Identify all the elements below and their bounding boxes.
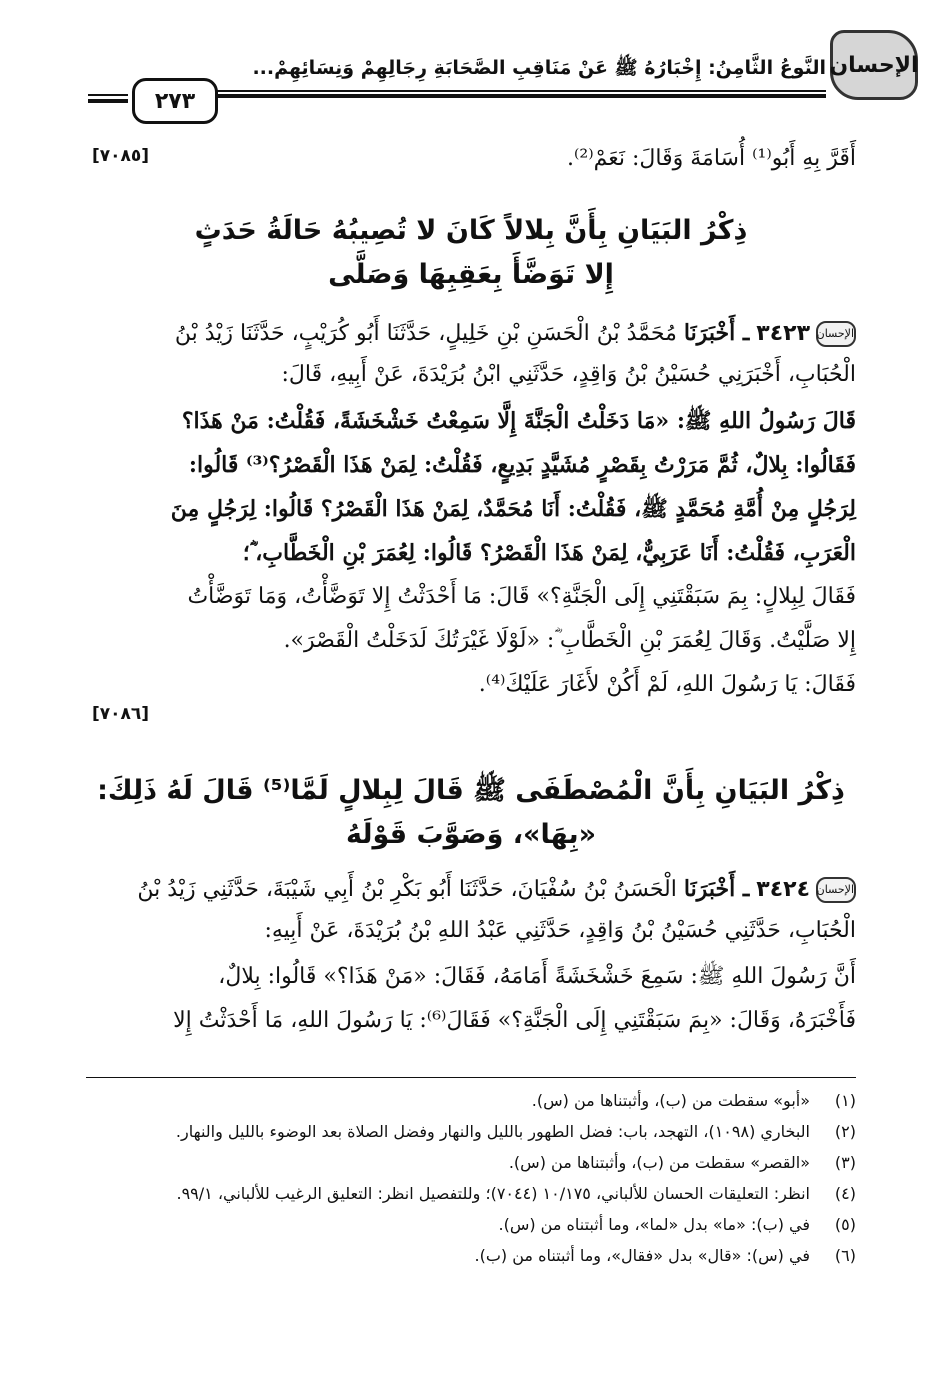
footnote-2: (٢) البخاري (١٠٩٨)، التهجد، باب: فضل الطهور بالليل والنهار وفضل الصلاة بعد الوضوء بالليل والنهار. xyxy=(175,1122,856,1141)
page-number: ٢٧٣ xyxy=(132,78,218,124)
hadith-3423-matn-line4: الْعَرَبِ، فَقُلْتُ: أَنَا عَرَبِيٌّ، لِمَنْ هَذَا الْقَصْرُ؟ قَالُوا: لِعُمَرَ بْنِ الْخَطَّابِ، ؓ؛ xyxy=(242,540,856,566)
hadith-3424-matn-line2: فَأَخْبَرَهُ، وَقَالَ: «بِمَ سَبَقْتَنِي إِلَى الْجَنَّةِ؟» فَقَالَ⁽⁶⁾: يَا رَسُولَ اللهِ، مَا أَحْدَثْتُ إِلا xyxy=(173,1008,856,1033)
header-rule-left xyxy=(88,94,128,96)
footnote-6: (٦) في (س): «قال» بدل «فقال»، وما أثبتناه من (ب). xyxy=(474,1246,856,1265)
header-rule-left-thick xyxy=(88,99,128,103)
hadith-3423-matn-line3: لِرَجُلٍ مِنْ أُمَّةِ مُحَمَّدٍ ﷺ، فَقُلْتُ: أَنَا مُحَمَّدٌ، لِمَنْ هَذَا الْقَصْرُ؟ قَالُوا: لِرَجُلٍ مِنَ xyxy=(170,496,856,522)
isnad-lead: ـ أَخْبَرَنَا xyxy=(683,320,750,346)
hadith-number: ٣٤٢٣ xyxy=(756,321,810,346)
header-rule-thick xyxy=(216,94,826,98)
footnote-4: (٤) انظر: التعليقات الحسان للألباني، ١٠/١٧٥ (٧٠٤٤)؛ وللتفصيل انظر: التعليق الرغيب للألباني، ٩٩/١. xyxy=(176,1184,856,1203)
running-title: النَّوعُ الثَّامِنُ: إِخْبَارُهُ ﷺ عَنْ مَنَاقِبِ الصَّحَابَةِ رِجَالِهِمْ وَنِسَائِهِمْ... xyxy=(252,57,826,79)
hadith-3424-isnad-line2: الْحُبَابِ، حَدَّثَنِي حُسَيْنُ بْنُ وَاقِدٍ، حَدَّثَنِي عَبْدُ اللهِ بْنُ بُرَيْدَةَ، عَنْ أَبِيهِ: xyxy=(264,918,856,943)
section1-heading-line2: إِلا تَوَضَّأَ بِعَقِبِهَا وَصَلَّى xyxy=(328,259,614,290)
section1-heading-line1: ذِكْرُ البَيَانِ بِأَنَّ بِلالاً كَانَ لا تُصِيبُهُ حَالَةُ حَدَثٍ xyxy=(194,215,748,246)
hadith-3423-matn-line2: فَقَالُوا: بِلالٌ، ثُمَّ مَرَرْتُ بِقَصْرٍ مُشَيَّدٍ بَدِيعٍ، فَقُلْتُ: لِمَنْ هَذَا الْقَصْرُ؟⁽³⁾ قَالُوا: xyxy=(188,452,856,478)
hadith-number: ٣٤٢٤ xyxy=(756,877,810,902)
hadith-3423-isnad-line1 xyxy=(86,312,856,355)
footnote-separator xyxy=(86,1077,856,1078)
hadith-3423-matn-line1: قَالَ رَسُولُ اللهِ ﷺ: «مَا دَخَلْتُ الْجَنَّةَ إِلَّا سَمِعْتُ خَشْخَشَةً، فَقُلْتُ: مَنْ هَذَا؟ xyxy=(181,408,856,434)
ihsan-emblem-icon: الإحسان xyxy=(830,30,918,100)
hadith-3424-isnad-line1 xyxy=(86,868,856,911)
footnote-3: (٣) «القصر» سقطت من (ب)، وأثبتناها من (س). xyxy=(508,1153,856,1172)
hadith-3423-matn-line6: إِلا صَلَّيْتُ. وَقَالَ لِعُمَرَ بْنِ الْخَطَّابِ ؓ: «لَوْلَا غَيْرَتُكَ لَدَخَلْتُ الْقَصْرَ». xyxy=(283,628,856,653)
footnote-5: (٥) في (ب): «ما» بدل «لما»، وما أثبتناه من (س). xyxy=(498,1215,856,1234)
ref-7085: [٧٠٨٥] xyxy=(92,146,150,166)
hadith-3423-matn-line5: فَقَالَ لِبِلالٍ: بِمَ سَبَقْتَنِي إِلَى الْجَنَّةِ؟» قَالَ: مَا أَحْدَثْتُ إِلا تَوَضَّأْتُ، وَمَا تَوَضَّأْتُ xyxy=(187,584,856,609)
section2-heading-line1: ذِكْرُ البَيَانِ بِأَنَّ الْمُصْطَفَى ﷺ قَالَ لِبِلالٍ لَمَّا⁽⁵⁾ قَالَ لَهُ ذَلِكَ: xyxy=(97,775,845,806)
footnote-1: (١) «أبو» سقطت من (ب)، وأثبتناها من (س). xyxy=(531,1091,856,1110)
footnotes xyxy=(86,1085,856,1271)
page-header xyxy=(88,30,919,114)
isnad-text: الْحَسَنُ بْنُ سُفْيَانَ، حَدَّثَنَا أَبُو بَكْرِ بْنُ أَبِي شَيْبَةَ، حَدَّثَنِي زَيْدُ بْنُ xyxy=(137,877,677,902)
hadith-3423-matn-line7: فَقَالَ: يَا رَسُولَ اللهِ، لَمْ أَكُنْ لأَغَارَ عَلَيْكَ⁽⁴⁾. xyxy=(478,672,856,697)
hadith-3424-matn-line1: أَنَّ رَسُولَ اللهِ ﷺ: سَمِعَ خَشْخَشَةً أَمَامَهُ، فَقَالَ: «مَنْ هَذَا؟» قَالُوا: بِلالٌ، xyxy=(218,964,856,989)
isnad-text: مُحَمَّدُ بْنُ الْحَسَنِ بْنِ خَلِيلٍ، حَدَّثَنَا أَبُو كُرَيْبٍ، حَدَّثَنَا زَيْدُ بْنُ xyxy=(174,321,677,346)
header-rule xyxy=(216,90,826,92)
ihsan-marker-icon: الإحسان xyxy=(816,321,856,347)
ref-7086: [٧٠٨٦] xyxy=(92,704,150,724)
ihsan-marker-icon: الإحسان xyxy=(816,877,856,903)
hadith-3423-isnad-line2: الْحُبَابِ، أَخْبَرَنِي حُسَيْنُ بْنُ وَاقِدٍ، حَدَّثَنِي ابْنُ بُرَيْدَةَ، عَنْ أَبِيهِ، قَالَ: xyxy=(281,362,856,387)
section2-heading-line2: «بِهَا»، وَصَوَّبَ قَوْلَهُ xyxy=(345,819,597,850)
isnad-lead: ـ أَخْبَرَنَا xyxy=(683,876,750,902)
top-line: أَقَرَّ بِهِ أَبُو⁽¹⁾ أُسَامَةَ وَقَالَ: نَعَمْ⁽²⁾. xyxy=(567,146,856,171)
